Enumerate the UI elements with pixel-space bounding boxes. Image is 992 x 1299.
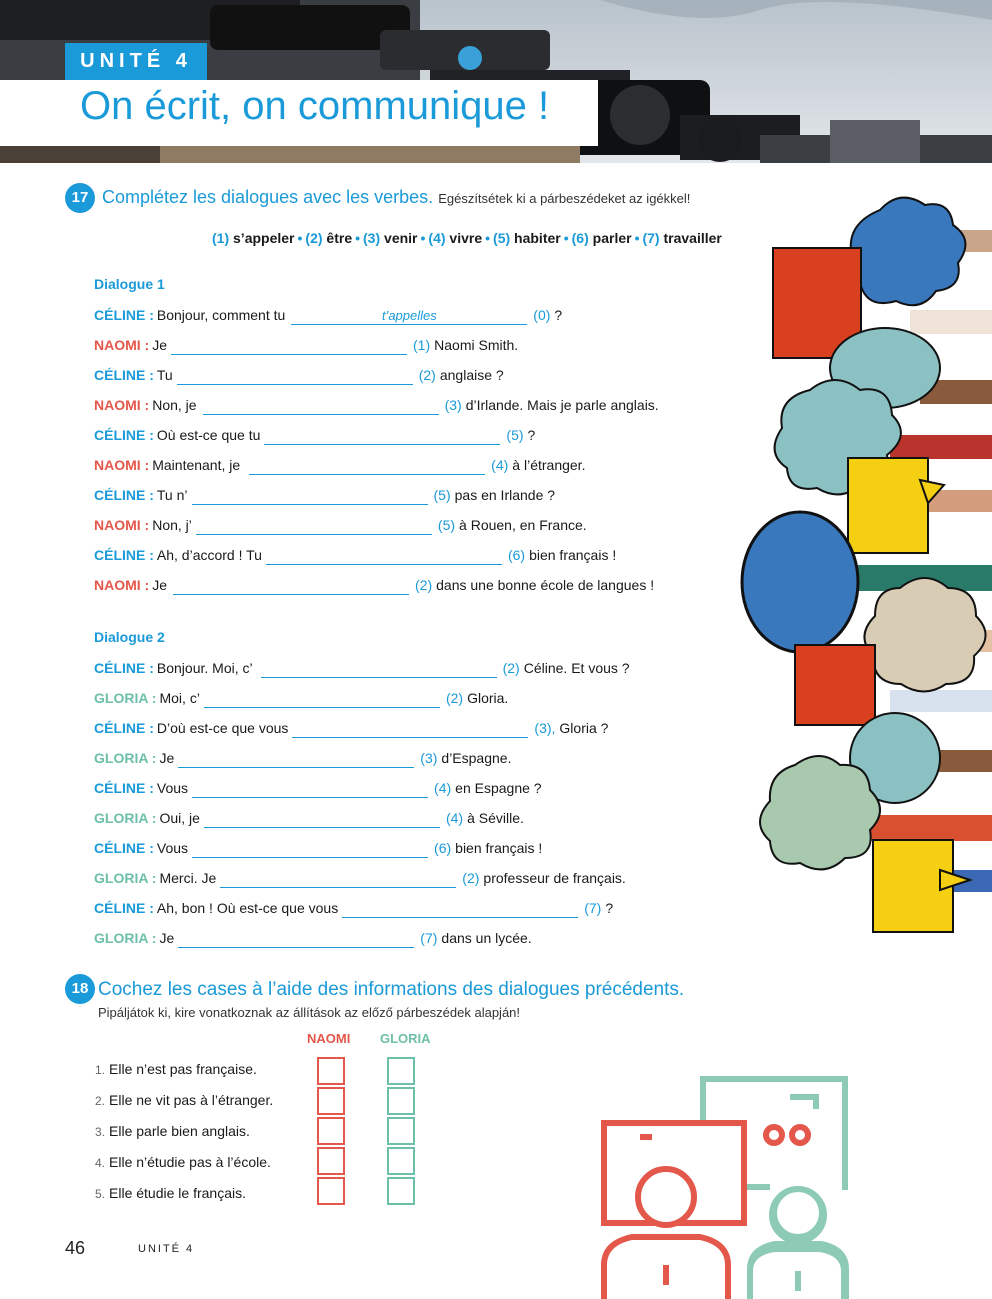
dialogue-line bbox=[94, 838, 542, 858]
answer-blank[interactable] bbox=[192, 780, 428, 798]
dialogue-line bbox=[94, 718, 608, 738]
line-text-after: Céline. Et vous ? bbox=[523, 660, 630, 676]
column-gloria: GLORIA bbox=[380, 1031, 431, 1046]
statement-text: Elle parle bien anglais. bbox=[109, 1123, 250, 1139]
speaker-gloria: GLORIA : bbox=[94, 930, 157, 946]
verb-reference: (2) bbox=[462, 870, 480, 886]
speaker-naomi: NAOMI : bbox=[94, 577, 150, 593]
line-text-after: d’Irlande. Mais je parle anglais. bbox=[465, 397, 659, 413]
dialogue-line bbox=[94, 335, 518, 355]
dialogue-2-title: Dialogue 2 bbox=[94, 629, 165, 645]
verb-bank bbox=[212, 230, 722, 246]
verb-reference: (3) bbox=[420, 750, 438, 766]
line-text-before: Oui, je bbox=[159, 810, 200, 826]
speaker-celine: CÉLINE : bbox=[94, 307, 154, 323]
speaker-gloria: GLORIA : bbox=[94, 690, 157, 706]
line-text-before: Maintenant, je bbox=[152, 457, 241, 473]
checkbox-gloria[interactable] bbox=[387, 1147, 415, 1175]
dialogue-line bbox=[94, 778, 542, 798]
line-text-before: Je bbox=[159, 750, 175, 766]
line-text-before: Vous bbox=[156, 780, 189, 796]
verb-reference: (6) bbox=[434, 840, 452, 856]
line-text-before: Tu n’ bbox=[156, 487, 188, 503]
speech-bubbles-illustration bbox=[740, 190, 992, 940]
answer-blank[interactable] bbox=[220, 870, 456, 888]
line-text-after: Naomi Smith. bbox=[434, 337, 519, 353]
line-text-after: à l’étranger. bbox=[512, 457, 586, 473]
line-text-after: d’Espagne. bbox=[441, 750, 512, 766]
line-text-after: en Espagne ? bbox=[455, 780, 542, 796]
answer-blank[interactable] bbox=[192, 840, 428, 858]
speaker-celine: CÉLINE : bbox=[94, 840, 154, 856]
verb-reference: (5) bbox=[433, 487, 451, 503]
verb-word: être bbox=[326, 230, 353, 246]
line-text-before: Où est-ce que tu bbox=[156, 427, 261, 443]
line-text-before: Ah, d’accord ! Tu bbox=[156, 547, 262, 563]
line-text-after: bien français ! bbox=[455, 840, 543, 856]
speaker-gloria: GLORIA : bbox=[94, 870, 157, 886]
verb-word: s’appeler bbox=[233, 230, 295, 246]
verb-number: (1) bbox=[212, 230, 230, 246]
exercise-18-instruction-hu: Pipáljátok ki, kire vonatkoznak az állítások az előző párbeszédek alapján! bbox=[98, 1005, 521, 1020]
speaker-celine: CÉLINE : bbox=[94, 427, 154, 443]
line-text-after: anglaise ? bbox=[439, 367, 504, 383]
statement-number: 2. bbox=[95, 1094, 106, 1108]
checkbox-gloria[interactable] bbox=[387, 1087, 415, 1115]
verb-reference: (3), bbox=[534, 720, 556, 736]
verb-word: habiter bbox=[514, 230, 561, 246]
page-number: 46 bbox=[65, 1238, 86, 1258]
statement-item bbox=[95, 1092, 273, 1108]
checkbox-naomi[interactable] bbox=[317, 1147, 345, 1175]
dialogue-line bbox=[94, 808, 524, 828]
statement-text: Elle ne vit pas à l’étranger. bbox=[109, 1092, 274, 1108]
answer-blank[interactable] bbox=[178, 930, 414, 948]
line-text-after: à Rouen, en France. bbox=[459, 517, 587, 533]
separator-dot: • bbox=[420, 230, 426, 246]
line-text-after: ? bbox=[554, 307, 563, 323]
verb-word: vivre bbox=[449, 230, 483, 246]
line-text-after: bien français ! bbox=[529, 547, 617, 563]
exercise-18-instruction: Cochez les cases à l’aide des informations des dialogues précédents. bbox=[98, 979, 685, 1000]
verb-reference: (4) bbox=[491, 457, 509, 473]
separator-dot: • bbox=[355, 230, 361, 246]
verb-word: travailler bbox=[663, 230, 722, 246]
statement-number: 5. bbox=[95, 1187, 106, 1201]
answer-blank[interactable] bbox=[178, 750, 414, 768]
statement-number: 1. bbox=[95, 1063, 106, 1077]
checkbox-naomi[interactable] bbox=[317, 1057, 345, 1085]
checkbox-gloria[interactable] bbox=[387, 1177, 415, 1205]
verb-reference: (5) bbox=[437, 517, 456, 533]
speaker-celine: CÉLINE : bbox=[94, 720, 154, 736]
verb-word: parler bbox=[592, 230, 632, 246]
line-text-before: D’où est-ce que vous bbox=[156, 720, 289, 736]
speaker-naomi: NAOMI : bbox=[94, 457, 150, 473]
answer-blank[interactable] bbox=[261, 660, 497, 678]
speaker-celine: CÉLINE : bbox=[94, 660, 154, 676]
line-text-before: Merci. Je bbox=[159, 870, 217, 886]
verb-number: (5) bbox=[493, 230, 511, 246]
verb-number: (3) bbox=[363, 230, 381, 246]
dialogue-line bbox=[94, 425, 535, 445]
dialogue-line bbox=[94, 868, 626, 888]
dialogue-line bbox=[94, 545, 616, 565]
verb-reference: (7) bbox=[420, 930, 438, 946]
speaker-naomi: NAOMI : bbox=[94, 517, 150, 533]
statement-text: Elle n’est pas française. bbox=[109, 1061, 257, 1077]
speaker-celine: CÉLINE : bbox=[94, 547, 154, 563]
line-text-after: dans un lycée. bbox=[441, 930, 532, 946]
line-text-before: Bonjour. Moi, c’ bbox=[156, 660, 253, 676]
speaker-celine: CÉLINE : bbox=[94, 367, 154, 383]
verb-reference: (6) bbox=[507, 547, 526, 563]
verb-reference: (1) bbox=[413, 337, 431, 353]
verb-number: (7) bbox=[642, 230, 660, 246]
footer-unit-label: UNITÉ 4 bbox=[138, 1243, 195, 1255]
answer-blank[interactable] bbox=[171, 337, 407, 355]
speaker-celine: CÉLINE : bbox=[94, 487, 154, 503]
line-text-after: à Séville. bbox=[467, 810, 524, 826]
speaker-naomi: NAOMI : bbox=[94, 337, 150, 353]
verb-reference: (2) bbox=[415, 577, 433, 593]
separator-dot: • bbox=[297, 230, 303, 246]
answer-blank[interactable] bbox=[173, 577, 409, 595]
verb-reference: (3) bbox=[444, 397, 462, 413]
exercise-17-number: 17 bbox=[65, 183, 95, 213]
line-text-after: Gloria ? bbox=[559, 720, 609, 736]
answer-blank[interactable] bbox=[192, 487, 428, 505]
line-text-after: ? bbox=[605, 900, 614, 916]
dialogue-line bbox=[94, 575, 654, 595]
line-text-after: pas en Irlande ? bbox=[454, 487, 556, 503]
people-chat-icon bbox=[600, 1075, 850, 1299]
line-text-after: professeur de français. bbox=[483, 870, 626, 886]
statement-text: Elle étudie le français. bbox=[109, 1185, 246, 1201]
unit-badge: UNITÉ 4 bbox=[65, 43, 207, 80]
dialogue-line bbox=[94, 365, 504, 385]
dialogue-line bbox=[94, 658, 630, 678]
line-text-before: Non, j’ bbox=[152, 517, 192, 533]
answer-blank[interactable] bbox=[204, 690, 440, 708]
statement-item bbox=[95, 1154, 271, 1170]
statement-item bbox=[95, 1185, 246, 1201]
line-text-after: dans une bonne école de langues ! bbox=[436, 577, 655, 593]
dialogue-line bbox=[94, 305, 562, 325]
line-text-before: Je bbox=[159, 930, 175, 946]
answer-blank[interactable] bbox=[266, 547, 502, 565]
dialogue-line bbox=[94, 515, 587, 535]
dialogue-line bbox=[94, 928, 532, 948]
line-text-before: Tu bbox=[156, 367, 173, 383]
dialogue-line bbox=[94, 898, 613, 918]
speaker-celine: CÉLINE : bbox=[94, 780, 154, 796]
checkbox-gloria[interactable] bbox=[387, 1057, 415, 1085]
speaker-celine: CÉLINE : bbox=[94, 900, 154, 916]
verb-number: (2) bbox=[305, 230, 323, 246]
answer-blank[interactable] bbox=[249, 457, 485, 475]
dialogue-line bbox=[94, 485, 555, 505]
statement-number: 3. bbox=[95, 1125, 106, 1139]
line-text-after: ? bbox=[527, 427, 536, 443]
answer-blank[interactable] bbox=[177, 367, 413, 385]
verb-reference: (5) bbox=[506, 427, 524, 443]
dialogue-line bbox=[94, 455, 585, 475]
verb-reference: (0) bbox=[533, 307, 551, 323]
separator-dot: • bbox=[485, 230, 491, 246]
verb-reference: (4) bbox=[434, 780, 452, 796]
dialogue-line bbox=[94, 748, 511, 768]
verb-reference: (2) bbox=[502, 660, 520, 676]
separator-dot: • bbox=[634, 230, 640, 246]
line-text-before: Je bbox=[152, 337, 168, 353]
checkbox-naomi[interactable] bbox=[317, 1087, 345, 1115]
verb-number: (6) bbox=[571, 230, 589, 246]
answer-blank[interactable] bbox=[203, 397, 439, 415]
line-text-before: Vous bbox=[156, 840, 189, 856]
checkbox-naomi[interactable] bbox=[317, 1177, 345, 1205]
dialogue-line bbox=[94, 395, 659, 415]
dialogue-1-title: Dialogue 1 bbox=[94, 276, 165, 292]
exercise-17-instruction bbox=[102, 187, 690, 208]
verb-reference: (2) bbox=[445, 690, 464, 706]
answer-blank[interactable] bbox=[264, 427, 500, 445]
speaker-gloria: GLORIA : bbox=[94, 750, 157, 766]
verb-number: (4) bbox=[428, 230, 446, 246]
page-title: On écrit, on communique ! bbox=[80, 84, 550, 128]
answer-blank[interactable] bbox=[342, 900, 578, 918]
checkbox-gloria[interactable] bbox=[387, 1117, 415, 1145]
instruction-hu: Egészítsétek ki a párbeszédeket az igékkel! bbox=[438, 191, 691, 206]
separator-dot: • bbox=[563, 230, 569, 246]
column-naomi: NAOMI bbox=[307, 1031, 351, 1046]
dialogue-line bbox=[94, 688, 508, 708]
speaker-gloria: GLORIA : bbox=[94, 810, 157, 826]
verb-reference: (2) bbox=[418, 367, 436, 383]
verb-word: venir bbox=[384, 230, 418, 246]
verb-reference: (7) bbox=[584, 900, 602, 916]
statement-number: 4. bbox=[95, 1156, 106, 1170]
line-text-after: Gloria. bbox=[467, 690, 509, 706]
answer-blank[interactable] bbox=[196, 517, 432, 535]
speaker-naomi: NAOMI : bbox=[94, 397, 150, 413]
checkbox-naomi[interactable] bbox=[317, 1117, 345, 1145]
verb-reference: (4) bbox=[445, 810, 464, 826]
statement-item bbox=[95, 1123, 250, 1139]
answer-blank[interactable]: t’appelles bbox=[291, 307, 527, 325]
statement-item bbox=[95, 1061, 257, 1077]
answer-blank[interactable] bbox=[292, 720, 528, 738]
line-text-before: Bonjour, comment tu bbox=[156, 307, 286, 323]
statement-text: Elle n’étudie pas à l’école. bbox=[109, 1154, 271, 1170]
instruction-fr: Complétez les dialogues avec les verbes. bbox=[102, 187, 434, 207]
exercise-18-number: 18 bbox=[65, 974, 95, 1004]
line-text-before: Ah, bon ! Où est-ce que vous bbox=[156, 900, 339, 916]
line-text-before: Non, je bbox=[152, 397, 197, 413]
line-text-before: Moi, c’ bbox=[159, 690, 200, 706]
answer-blank[interactable] bbox=[204, 810, 440, 828]
line-text-before: Je bbox=[152, 577, 168, 593]
